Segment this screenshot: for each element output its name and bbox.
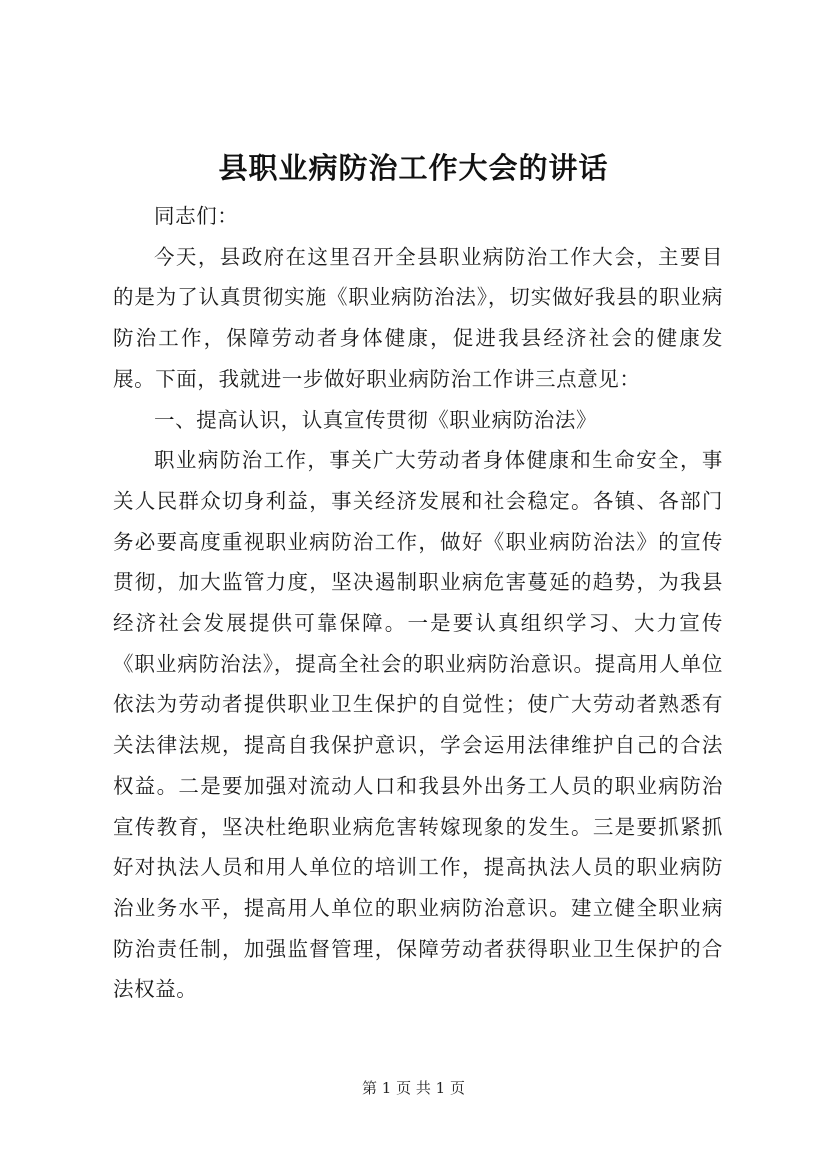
paragraph-intro: 今天，县政府在这里召开全县职业病防治工作大会，主要目的是为了认真贯彻实施《职业病防治法》，切实做好我县的职业病防治工作，保障劳动者身体健康，促进我县经济社会的健康发展。下面，我就进一步做好职业病防治工作讲三点意见： bbox=[113, 244, 723, 391]
page-footer: 第 1 页 共 1 页 bbox=[362, 1079, 465, 1097]
section-heading-1: 一、提高认识，认真宣传贯彻《职业病防治法》 bbox=[154, 407, 598, 432]
salutation: 同志们： bbox=[154, 204, 239, 228]
document-title: 县职业病防治工作大会的讲话 bbox=[218, 151, 609, 185]
document-body bbox=[113, 196, 723, 1010]
paragraph-section-1: 职业病防治工作，事关广大劳动者身体健康和生命安全，事关人民群众切身利益，事关经济发展和社会稳定。各镇、各部门务必要高度重视职业病防治工作，做好《职业病防治法》的宣传贯彻，加大监管力度，坚决遏制职业病危害蔓延的趋势，为我县经济社会发展提供可靠保障。一是要认真组织学习、大力宣传《职业病防治法》，提高全社会的职业病防治意识。提高用人单位依法为劳动者提供职业卫生保护的自觉性；使广大劳动者熟悉有关法律法规，提高自我保护意识，学会运用法律维护自己的合法权益。二是要加强对流动人口和我县外出务工人员的职业病防治宣传教育，坚决杜绝职业病危害转嫁现象的发生。三是要抓紧抓好对执法人员和用人单位的培训工作，提高执法人员的职业病防治业务水平，提高用人单位的职业病防治意识。建立健全职业病防治责任制，加强监督管理，保障劳动者获得职业卫生保护的合法权益。 bbox=[113, 448, 723, 1002]
